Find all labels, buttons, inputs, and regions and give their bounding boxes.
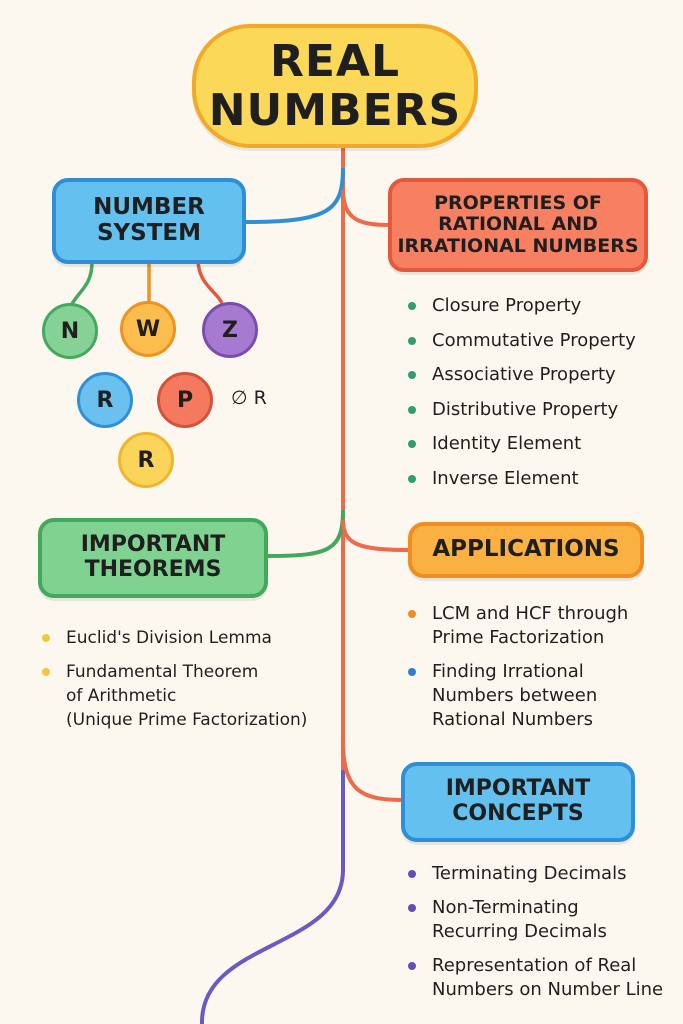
number-system-label: NUMBER SYSTEM xyxy=(93,194,205,246)
list-item: Fundamental Theorem of Arithmetic (Unique Prime Factorization) xyxy=(42,660,307,732)
branch-number-system xyxy=(246,168,343,222)
circle-label-r1: R xyxy=(96,387,114,413)
list-item: LCM and HCF through Prime Factorization xyxy=(408,602,628,650)
integers-circle xyxy=(202,302,258,358)
p-circle xyxy=(157,372,213,428)
bullet-dot xyxy=(408,475,416,483)
bullet-dot xyxy=(408,962,416,970)
list-item: Non-Terminating Recurring Decimals xyxy=(408,896,663,944)
central-title-box xyxy=(192,24,478,148)
theorems-list xyxy=(42,626,307,742)
bullet-dot xyxy=(408,337,416,345)
list-item: Inverse Element xyxy=(408,469,636,489)
concepts-list xyxy=(408,862,663,1012)
circle-label-w: W xyxy=(135,316,161,342)
trunk-line-purple xyxy=(202,770,343,1024)
concepts-label: IMPORTANT CONCEPTS xyxy=(445,776,591,826)
bullet-dot xyxy=(42,668,50,676)
applications-label: APPLICATIONS xyxy=(432,536,620,563)
natural-numbers-circle xyxy=(42,303,98,359)
circle-label-p: P xyxy=(176,387,194,413)
list-item: Terminating Decimals xyxy=(408,862,663,886)
bullet-dot xyxy=(408,668,416,676)
bullet-dot xyxy=(408,870,416,878)
real-numbers-circle-blue xyxy=(77,372,133,428)
list-item: Finding Irrational Numbers between Rational Numbers xyxy=(408,660,628,732)
central-title: REAL NUMBERS xyxy=(208,35,462,136)
list-item: Closure Property xyxy=(408,296,636,316)
bullet-dot xyxy=(408,406,416,414)
theorems-label: IMPORTANT THEOREMS xyxy=(80,532,226,582)
bullet-dot xyxy=(408,904,416,912)
bullet-dot xyxy=(408,302,416,310)
branch-properties xyxy=(343,190,390,225)
bullet-dot xyxy=(408,610,416,618)
circle-label-r2: R xyxy=(137,447,155,473)
branch-theorems xyxy=(268,510,343,556)
theorems-box xyxy=(38,518,268,598)
bullet-dot xyxy=(408,440,416,448)
circle-label-z: Z xyxy=(222,317,238,343)
link-n xyxy=(72,262,92,304)
applications-box xyxy=(408,522,644,578)
bullet-dot xyxy=(42,634,50,642)
list-item: Commutative Property xyxy=(408,331,636,351)
number-system-box xyxy=(52,178,246,264)
properties-list xyxy=(408,296,636,503)
circle-label-n: N xyxy=(60,318,80,344)
bullet-dot xyxy=(408,371,416,379)
properties-box xyxy=(388,178,648,272)
list-item: Associative Property xyxy=(408,365,636,385)
list-item: Euclid's Division Lemma xyxy=(42,626,307,650)
applications-list xyxy=(408,602,628,742)
properties-label: PROPERTIES OF RATIONAL AND IRRATIONAL NUMBERS xyxy=(397,192,639,257)
link-z xyxy=(198,262,222,303)
branch-concepts xyxy=(343,740,403,800)
branch-applications xyxy=(343,520,410,550)
list-item: Representation of Real Numbers on Number Line xyxy=(408,954,663,1002)
empty-set-label: ∅ R xyxy=(231,387,267,409)
concepts-box xyxy=(401,762,635,842)
list-item: Identity Element xyxy=(408,434,636,454)
whole-numbers-circle xyxy=(120,301,176,357)
real-numbers-circle-yellow xyxy=(118,432,174,488)
list-item: Distributive Property xyxy=(408,400,636,420)
